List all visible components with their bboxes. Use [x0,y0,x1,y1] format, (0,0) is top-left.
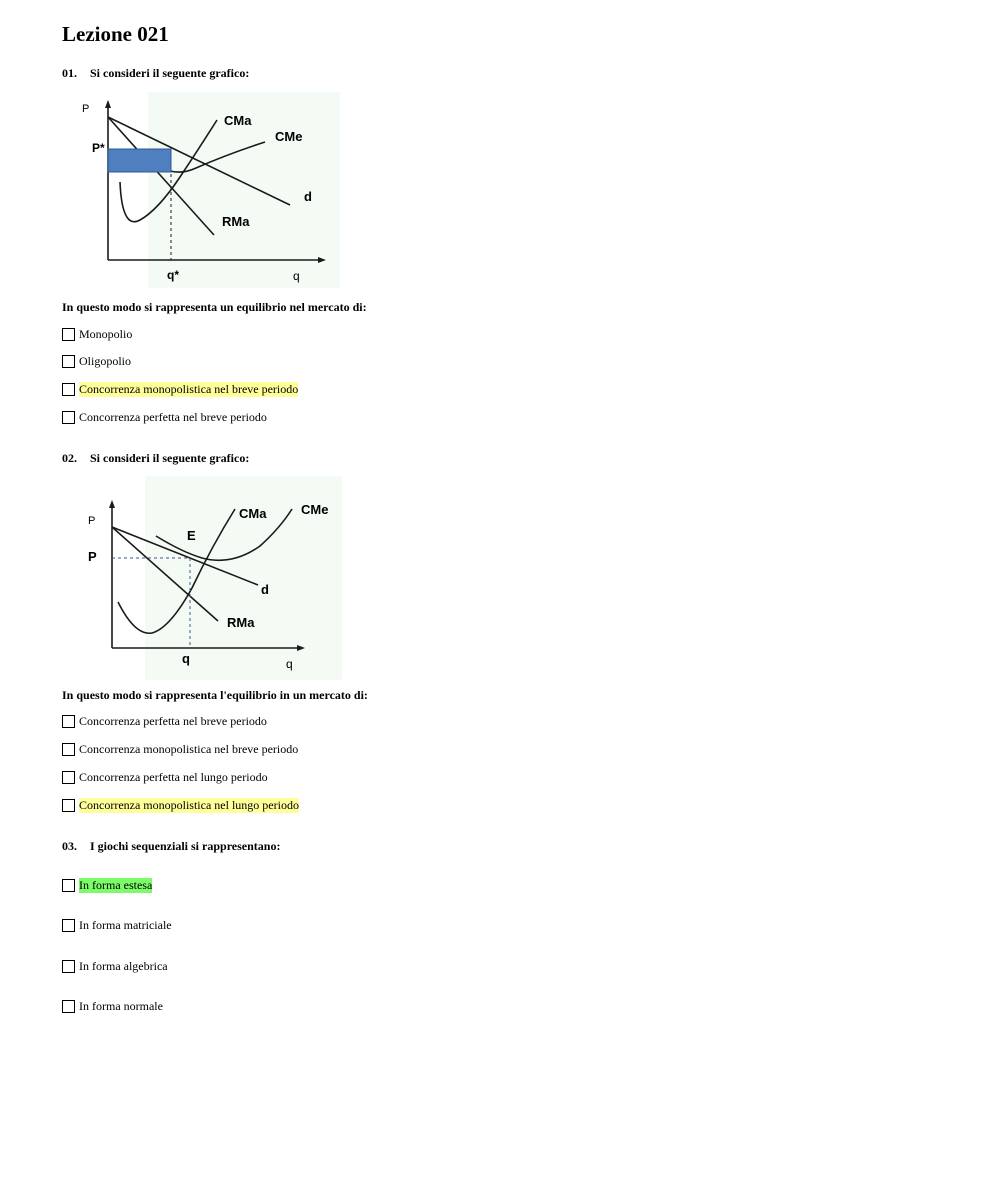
option-label: In forma algebrica [79,958,168,973]
answer-option[interactable] [62,877,152,893]
checkbox[interactable] [62,411,75,424]
answer-option[interactable] [62,409,267,425]
cma-label: CMa [224,113,252,128]
answer-option[interactable] [62,381,298,397]
checkbox[interactable] [62,1000,75,1013]
cma-label: CMa [239,506,267,521]
answer-option[interactable] [62,958,168,974]
checkbox[interactable] [62,919,75,932]
question-number: 01. [62,66,77,80]
page-title: Lezione 021 [62,22,169,46]
graph-02 [80,476,345,680]
checkbox[interactable] [62,355,75,368]
question-02-header [62,451,249,466]
option-label: Oligopolio [79,353,132,368]
y-axis-arrow [105,100,111,108]
option-label: Concorrenza monopolistica nel breve periodo [79,741,299,756]
checkbox[interactable] [62,879,75,892]
question-01-prompt: In questo modo si rappresenta un equilibrio nel mercato di: [62,300,367,314]
question-03-header [62,839,280,854]
option-label: In forma normale [79,998,163,1013]
checkbox[interactable] [62,743,75,756]
price-label: P [88,549,97,564]
equilibrium-label: E [187,528,196,543]
cme-label: CMe [301,502,329,517]
cme-label: CMe [275,129,303,144]
graph-01 [78,92,343,288]
answer-option[interactable] [62,998,163,1014]
answer-option[interactable] [62,713,267,729]
question-text: Si consideri il seguente grafico: [90,451,250,465]
answer-option[interactable] [62,326,132,342]
option-label: In forma matriciale [79,917,172,932]
profit-rectangle [108,149,171,172]
rma-label: RMa [222,214,250,229]
option-label: Monopolio [79,326,133,341]
option-label-highlighted: Concorrenza monopolistica nel breve periodo [79,381,299,396]
y-axis-arrow [109,500,115,508]
quantity-label: q [182,651,190,666]
y-axis-label: P [82,103,90,115]
option-label: Concorrenza perfetta nel breve periodo [79,713,267,728]
y-axis-label: P [88,515,96,527]
answer-option[interactable] [62,353,131,369]
question-text: Si consideri il seguente grafico: [90,66,250,80]
checkbox[interactable] [62,715,75,728]
question-01-header [62,66,249,81]
option-label: Concorrenza perfetta nel breve periodo [79,409,267,424]
answer-option[interactable] [62,741,298,757]
checkbox[interactable] [62,383,75,396]
checkbox[interactable] [62,771,75,784]
checkbox[interactable] [62,328,75,341]
checkbox[interactable] [62,799,75,812]
price-label: P* [92,141,105,155]
quantity-label: q* [167,268,179,282]
demand-label: d [304,189,312,204]
answer-option[interactable] [62,797,299,813]
answer-option[interactable] [62,769,268,785]
rma-label: RMa [227,615,255,630]
x-axis-label: q [293,269,300,283]
option-label: Concorrenza perfetta nel lungo periodo [79,769,268,784]
option-label-highlighted: Concorrenza monopolistica nel lungo periodo [79,797,299,812]
question-02-prompt: In questo modo si rappresenta l'equilibrio in un mercato di: [62,688,368,702]
checkbox[interactable] [62,960,75,973]
question-number: 02. [62,451,77,465]
question-number: 03. [62,839,77,853]
demand-label: d [261,582,269,597]
option-label-highlighted: In forma estesa [79,877,153,892]
answer-option[interactable] [62,917,172,933]
question-text: I giochi sequenziali si rappresentano: [90,839,281,853]
x-axis-label: q [286,657,293,671]
